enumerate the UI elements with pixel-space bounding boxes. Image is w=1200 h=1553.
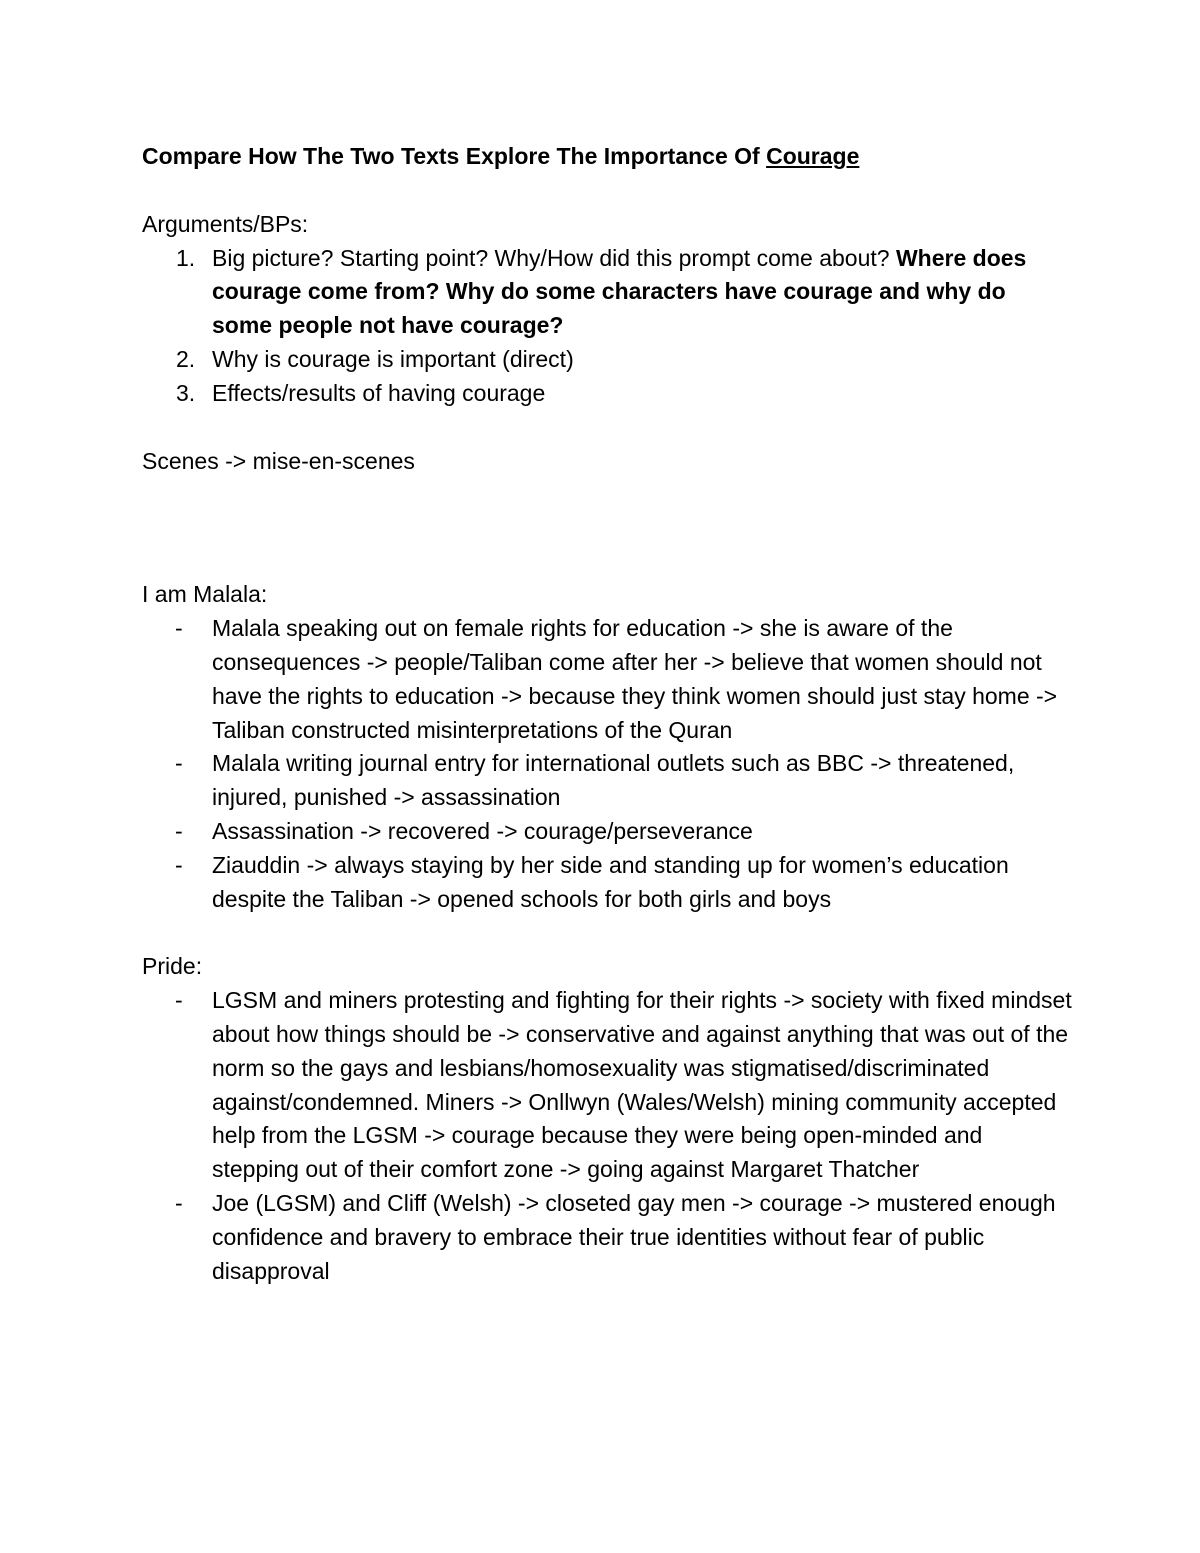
spacer <box>142 916 1072 950</box>
list-number: 2. <box>176 345 196 372</box>
list-item <box>142 242 1072 343</box>
arguments-list <box>142 242 1072 411</box>
list-item-text: Big picture? Starting point? Why/How did this prompt come about? <box>212 244 896 271</box>
malala-list <box>142 612 1072 916</box>
arguments-label: Arguments/BPs: <box>142 210 309 237</box>
page-title <box>142 140 1072 174</box>
dash-bullet: - <box>175 615 183 642</box>
title-underlined-word: Courage <box>766 143 860 169</box>
list-item <box>142 984 1072 1187</box>
list-number: 1. <box>176 244 196 271</box>
list-item-text: Why is courage is important (direct) <box>212 345 574 372</box>
list-item-text: Assassination -> recovered -> courage/perseverance <box>212 817 753 844</box>
list-item-text: LGSM and miners protesting and fighting for their rights -> society with fixed mindset about how things should be -> conservative and against anything that was out of the norm so the gays and lesbians/homosexuality was stigmatised/discriminated against/condemned. Miners -> Onllwyn (Wales/Welsh) mining community accepted help from the LGSM -> courage because they were being open-minded and stepping out of their comfort zone -> going against Margaret Thatcher <box>212 987 1072 1183</box>
dash-bullet: - <box>175 851 183 878</box>
list-item-text: Ziauddin -> always staying by her side and standing up for women’s education despite the Taliban -> opened schools for both girls and boys <box>212 851 1009 912</box>
spacer <box>142 174 1072 208</box>
title-prefix: Compare How The Two Texts Explore The Importance Of <box>142 143 767 169</box>
list-item <box>142 1187 1072 1288</box>
scenes-note: Scenes -> mise-en-scenes <box>142 447 415 474</box>
dash-bullet: - <box>175 817 183 844</box>
pride-list <box>142 984 1072 1288</box>
list-item <box>142 815 1072 849</box>
document-page <box>142 140 1072 1288</box>
dash-bullet: - <box>175 1189 183 1216</box>
list-item <box>142 343 1072 377</box>
list-item-bold-text: Where does courage come from? Why do some characters have courage and why do some people not have courage? <box>212 244 1027 339</box>
dash-bullet: - <box>175 987 183 1014</box>
list-number: 3. <box>176 379 196 406</box>
spacer <box>142 478 1072 578</box>
malala-label: I am Malala: <box>142 581 268 608</box>
list-item-text: Effects/results of having courage <box>212 379 546 406</box>
spacer <box>142 411 1072 445</box>
list-item-text: Joe (LGSM) and Cliff (Welsh) -> closeted gay men -> courage -> mustered enough confidence and bravery to embrace their true identities without fear of public disapproval <box>212 1189 1056 1284</box>
pride-label: Pride: <box>142 953 203 980</box>
list-item <box>142 747 1072 815</box>
list-item-text: Malala speaking out on female rights for education -> she is aware of the consequences -> people/Taliban come after her -> believe that women should not have the rights to education -> because they think women should just stay home -> Taliban constructed misinterpretations of the Quran <box>212 615 1058 743</box>
list-item-text: Malala writing journal entry for international outlets such as BBC -> threatened, injured, punished -> assassination <box>212 750 1015 811</box>
list-item <box>142 612 1072 747</box>
dash-bullet: - <box>175 750 183 777</box>
list-item <box>142 377 1072 411</box>
list-item <box>142 849 1072 917</box>
